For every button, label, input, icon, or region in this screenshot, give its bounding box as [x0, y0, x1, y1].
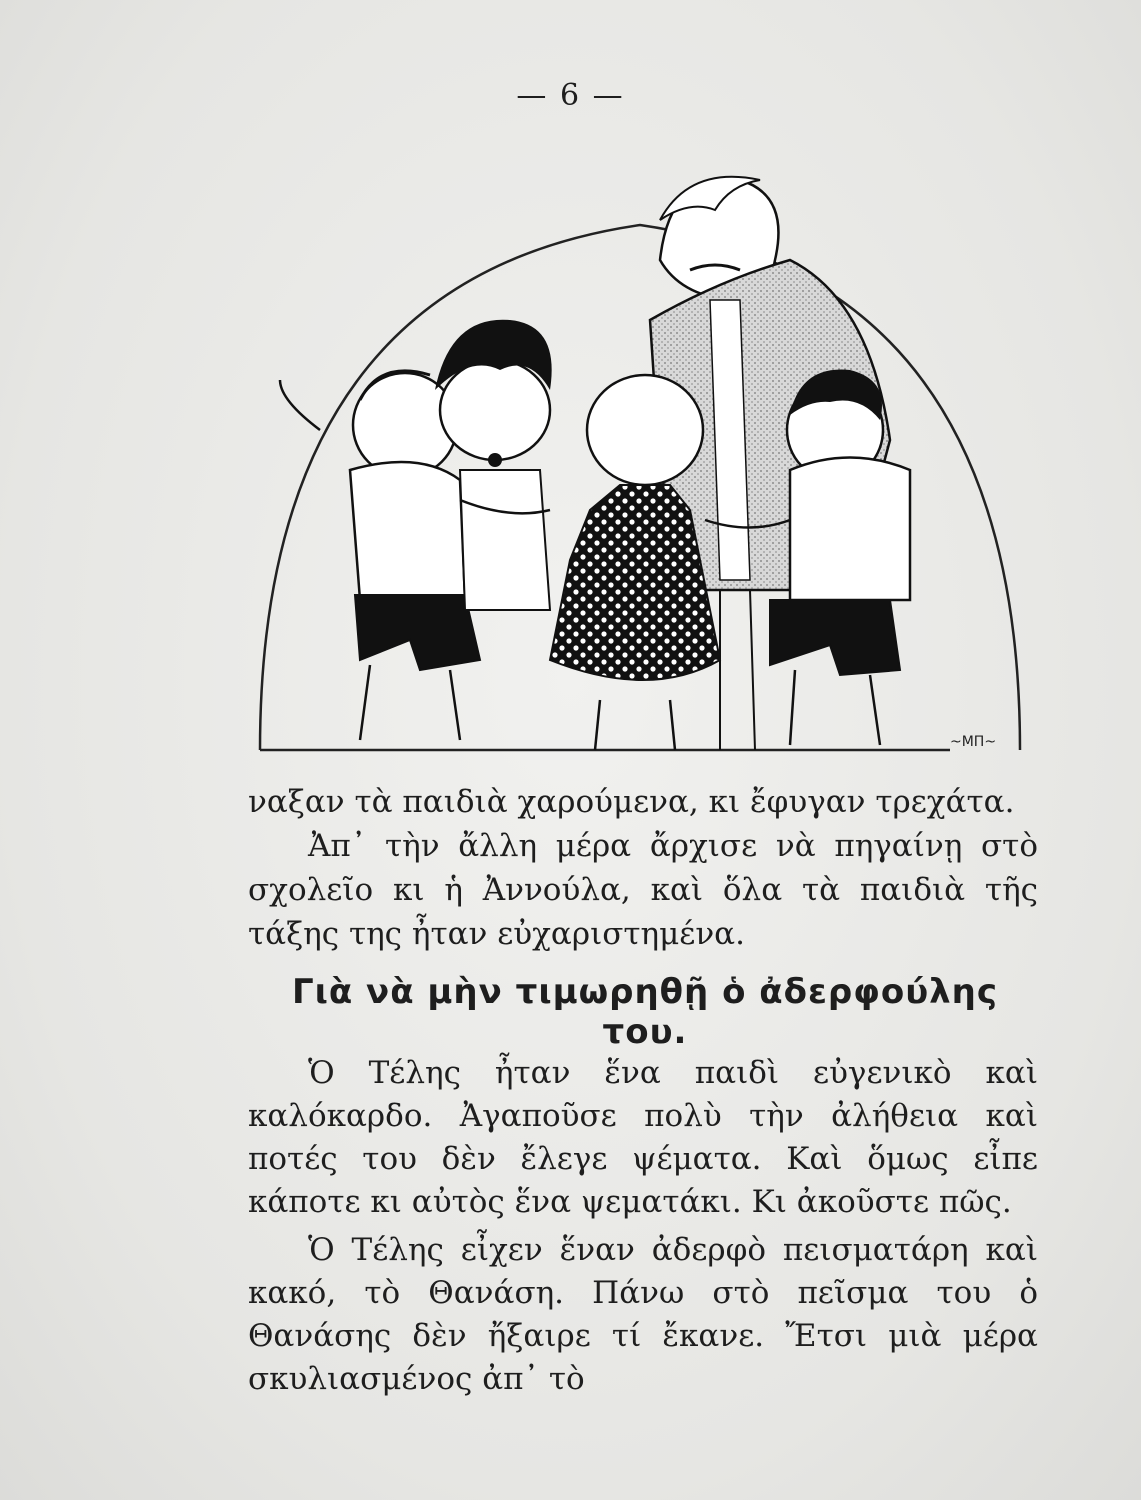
paragraph-teles-1: Ὁ Τέλης ἦταν ἕνα παιδὶ εὐγενικὸ καὶ καλόκαρδο. Ἀγαποῦσε πολὺ τὴν ἀλήθεια καὶ ποτές του δὲν ἔλεγε ψέματα. Καὶ ὅμως εἶπε κάποτε κι αὐτὸς ἕνα ψεματάκι. Κι ἀκοῦστε πῶς. — [248, 1055, 1038, 1220]
children-dancing-illustration — [250, 140, 1030, 765]
text-block-top — [248, 780, 1038, 956]
paragraph-annoula: Ἀπ᾿ τὴν ἄλλη μέρα ἄρχισε νὰ πηγαίνῃ στὸ σχολεῖο κι ἡ Ἀννούλα, καὶ ὅλα τὰ παιδιὰ τῆς τάξης της ἦταν εὐχαριστημένα. — [248, 828, 1038, 952]
story-title: Γιὰ νὰ μὴν τιμωρηθῇ ὁ ἀδερφούλης του. — [291, 972, 999, 1052]
page-number: — 6 — — [516, 78, 625, 113]
artist-signature: ~ΜΠ~ — [950, 734, 997, 750]
text-block-bottom — [248, 1052, 1038, 1401]
paragraph-teles-2: Ὁ Τέλης εἶχεν ἕναν ἀδερφὸ πεισματάρη καὶ κακό, τὸ Θανάση. Πάνω στὸ πεῖσμα του ὁ Θανάσης δὲν ἤξαιρε τί ἔκανε. Ἔτσι μιὰ μέρα σκυλιασμένος ἀπ᾿ τὸ — [248, 1232, 1038, 1397]
paragraph-continued: ναξαν τὰ παιδιὰ χαρούμενα, κι ἔφυγαν τρεχάτα. — [248, 784, 1015, 820]
